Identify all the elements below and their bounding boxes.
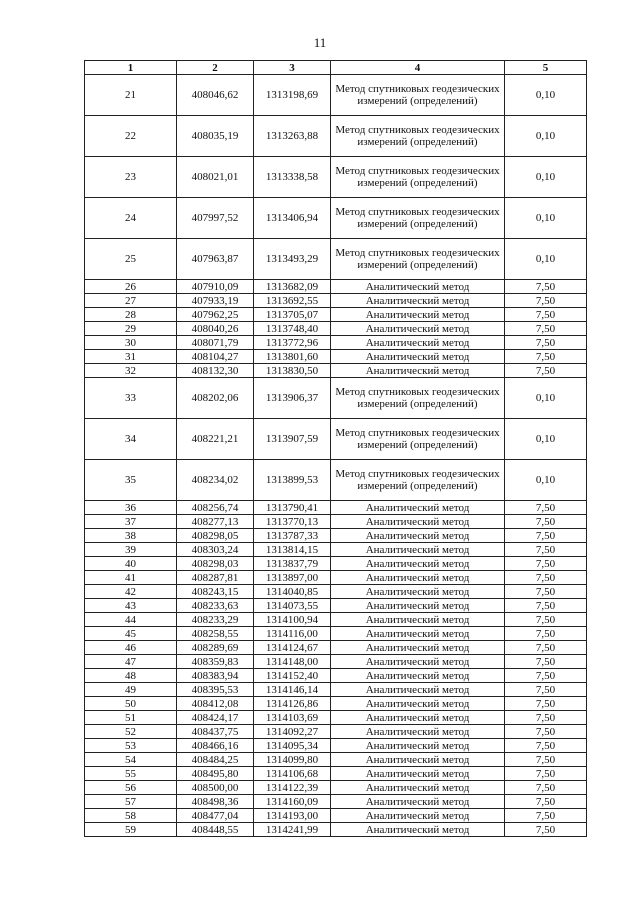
point-number-cell: 42 [85, 585, 177, 599]
accuracy-cell: 7,50 [505, 795, 587, 809]
table-row [85, 655, 587, 669]
table-row [85, 198, 587, 239]
accuracy-cell: 0,10 [505, 75, 587, 116]
y-coordinate-cell: 1313897,00 [254, 571, 331, 585]
point-number-cell: 22 [85, 116, 177, 157]
column-header: 5 [505, 61, 587, 75]
y-coordinate-cell: 1314146,14 [254, 683, 331, 697]
y-coordinate-cell: 1314124,67 [254, 641, 331, 655]
point-number-cell: 53 [85, 739, 177, 753]
column-header: 4 [331, 61, 505, 75]
point-number-cell: 39 [85, 543, 177, 557]
x-coordinate-cell: 408040,26 [177, 322, 254, 336]
point-number-cell: 32 [85, 364, 177, 378]
accuracy-cell: 7,50 [505, 571, 587, 585]
method-cell: Аналитический метод [331, 501, 505, 515]
accuracy-cell: 7,50 [505, 501, 587, 515]
y-coordinate-cell: 1313692,55 [254, 294, 331, 308]
point-number-cell: 49 [85, 683, 177, 697]
accuracy-cell: 7,50 [505, 711, 587, 725]
method-cell: Аналитический метод [331, 350, 505, 364]
y-coordinate-cell: 1314152,40 [254, 669, 331, 683]
x-coordinate-cell: 408437,75 [177, 725, 254, 739]
point-number-cell: 25 [85, 239, 177, 280]
point-number-cell: 37 [85, 515, 177, 529]
method-cell: Аналитический метод [331, 683, 505, 697]
table-header-row [85, 61, 587, 75]
table-row [85, 157, 587, 198]
method-cell: Метод спутниковых геодезических измерений (определений) [331, 198, 505, 239]
point-number-cell: 40 [85, 557, 177, 571]
x-coordinate-cell: 408071,79 [177, 336, 254, 350]
accuracy-cell: 0,10 [505, 460, 587, 501]
method-cell: Аналитический метод [331, 781, 505, 795]
table-row [85, 378, 587, 419]
method-cell: Аналитический метод [331, 543, 505, 557]
accuracy-cell: 7,50 [505, 294, 587, 308]
table-row [85, 823, 587, 837]
x-coordinate-cell: 408221,21 [177, 419, 254, 460]
accuracy-cell: 0,10 [505, 239, 587, 280]
y-coordinate-cell: 1313814,15 [254, 543, 331, 557]
table-row [85, 419, 587, 460]
table-body [85, 75, 587, 837]
accuracy-cell: 7,50 [505, 529, 587, 543]
method-cell: Аналитический метод [331, 725, 505, 739]
method-cell: Аналитический метод [331, 823, 505, 837]
table-row [85, 501, 587, 515]
point-number-cell: 21 [85, 75, 177, 116]
accuracy-cell: 7,50 [505, 336, 587, 350]
method-cell: Аналитический метод [331, 641, 505, 655]
accuracy-cell: 7,50 [505, 697, 587, 711]
accuracy-cell: 7,50 [505, 781, 587, 795]
method-cell: Аналитический метод [331, 627, 505, 641]
method-cell: Аналитический метод [331, 711, 505, 725]
y-coordinate-cell: 1313830,50 [254, 364, 331, 378]
point-number-cell: 48 [85, 669, 177, 683]
point-number-cell: 51 [85, 711, 177, 725]
point-number-cell: 31 [85, 350, 177, 364]
y-coordinate-cell: 1314106,68 [254, 767, 331, 781]
accuracy-cell: 7,50 [505, 641, 587, 655]
table-row [85, 350, 587, 364]
x-coordinate-cell: 408202,06 [177, 378, 254, 419]
x-coordinate-cell: 408303,24 [177, 543, 254, 557]
accuracy-cell: 7,50 [505, 669, 587, 683]
point-number-cell: 24 [85, 198, 177, 239]
table-row [85, 460, 587, 501]
table-row [85, 697, 587, 711]
accuracy-cell: 7,50 [505, 280, 587, 294]
table-row [85, 336, 587, 350]
y-coordinate-cell: 1314241,99 [254, 823, 331, 837]
method-cell: Аналитический метод [331, 585, 505, 599]
y-coordinate-cell: 1314160,09 [254, 795, 331, 809]
x-coordinate-cell: 408500,00 [177, 781, 254, 795]
accuracy-cell: 0,10 [505, 378, 587, 419]
x-coordinate-cell: 408132,30 [177, 364, 254, 378]
y-coordinate-cell: 1314099,80 [254, 753, 331, 767]
table-row [85, 613, 587, 627]
column-header: 2 [177, 61, 254, 75]
table-row [85, 641, 587, 655]
point-number-cell: 45 [85, 627, 177, 641]
x-coordinate-cell: 408256,74 [177, 501, 254, 515]
x-coordinate-cell: 408021,01 [177, 157, 254, 198]
method-cell: Метод спутниковых геодезических измерений (определений) [331, 75, 505, 116]
y-coordinate-cell: 1314092,27 [254, 725, 331, 739]
point-number-cell: 55 [85, 767, 177, 781]
x-coordinate-cell: 408243,15 [177, 585, 254, 599]
method-cell: Аналитический метод [331, 613, 505, 627]
method-cell: Аналитический метод [331, 308, 505, 322]
accuracy-cell: 7,50 [505, 767, 587, 781]
method-cell: Аналитический метод [331, 515, 505, 529]
table-row [85, 809, 587, 823]
y-coordinate-cell: 1313198,69 [254, 75, 331, 116]
x-coordinate-cell: 408104,27 [177, 350, 254, 364]
method-cell: Аналитический метод [331, 336, 505, 350]
table-row [85, 781, 587, 795]
point-number-cell: 58 [85, 809, 177, 823]
x-coordinate-cell: 408498,36 [177, 795, 254, 809]
accuracy-cell: 7,50 [505, 725, 587, 739]
accuracy-cell: 7,50 [505, 585, 587, 599]
x-coordinate-cell: 408424,17 [177, 711, 254, 725]
x-coordinate-cell: 408495,80 [177, 767, 254, 781]
table-row [85, 571, 587, 585]
table-row [85, 767, 587, 781]
accuracy-cell: 7,50 [505, 543, 587, 557]
method-cell: Аналитический метод [331, 697, 505, 711]
method-cell: Аналитический метод [331, 739, 505, 753]
y-coordinate-cell: 1313801,60 [254, 350, 331, 364]
x-coordinate-cell: 407910,09 [177, 280, 254, 294]
x-coordinate-cell: 408233,63 [177, 599, 254, 613]
point-number-cell: 47 [85, 655, 177, 669]
table-row [85, 599, 587, 613]
y-coordinate-cell: 1313406,94 [254, 198, 331, 239]
x-coordinate-cell: 408298,05 [177, 529, 254, 543]
accuracy-cell: 7,50 [505, 364, 587, 378]
accuracy-cell: 7,50 [505, 739, 587, 753]
accuracy-cell: 7,50 [505, 655, 587, 669]
point-number-cell: 23 [85, 157, 177, 198]
accuracy-cell: 7,50 [505, 557, 587, 571]
accuracy-cell: 7,50 [505, 350, 587, 364]
point-number-cell: 36 [85, 501, 177, 515]
y-coordinate-cell: 1313906,37 [254, 378, 331, 419]
point-number-cell: 38 [85, 529, 177, 543]
point-number-cell: 44 [85, 613, 177, 627]
accuracy-cell: 7,50 [505, 515, 587, 529]
point-number-cell: 56 [85, 781, 177, 795]
method-cell: Аналитический метод [331, 795, 505, 809]
table-row [85, 116, 587, 157]
x-coordinate-cell: 408234,02 [177, 460, 254, 501]
x-coordinate-cell: 407962,25 [177, 308, 254, 322]
method-cell: Аналитический метод [331, 280, 505, 294]
point-number-cell: 35 [85, 460, 177, 501]
table-row [85, 795, 587, 809]
table-row [85, 683, 587, 697]
accuracy-cell: 7,50 [505, 683, 587, 697]
y-coordinate-cell: 1313770,13 [254, 515, 331, 529]
y-coordinate-cell: 1313899,53 [254, 460, 331, 501]
x-coordinate-cell: 408359,83 [177, 655, 254, 669]
accuracy-cell: 0,10 [505, 198, 587, 239]
method-cell: Метод спутниковых геодезических измерений (определений) [331, 460, 505, 501]
y-coordinate-cell: 1313907,59 [254, 419, 331, 460]
x-coordinate-cell: 407963,87 [177, 239, 254, 280]
y-coordinate-cell: 1314095,34 [254, 739, 331, 753]
y-coordinate-cell: 1313790,41 [254, 501, 331, 515]
point-number-cell: 28 [85, 308, 177, 322]
page-number: 11 [313, 35, 327, 50]
accuracy-cell: 7,50 [505, 809, 587, 823]
y-coordinate-cell: 1314122,39 [254, 781, 331, 795]
method-cell: Метод спутниковых геодезических измерений (определений) [331, 419, 505, 460]
point-number-cell: 46 [85, 641, 177, 655]
y-coordinate-cell: 1313748,40 [254, 322, 331, 336]
x-coordinate-cell: 408287,81 [177, 571, 254, 585]
accuracy-cell: 7,50 [505, 627, 587, 641]
y-coordinate-cell: 1314073,55 [254, 599, 331, 613]
point-number-cell: 54 [85, 753, 177, 767]
point-number-cell: 34 [85, 419, 177, 460]
accuracy-cell: 7,50 [505, 823, 587, 837]
method-cell: Метод спутниковых геодезических измерений (определений) [331, 239, 505, 280]
table-row [85, 627, 587, 641]
y-coordinate-cell: 1313682,09 [254, 280, 331, 294]
accuracy-cell: 0,10 [505, 116, 587, 157]
x-coordinate-cell: 408258,55 [177, 627, 254, 641]
y-coordinate-cell: 1314103,69 [254, 711, 331, 725]
x-coordinate-cell: 408046,62 [177, 75, 254, 116]
y-coordinate-cell: 1313787,33 [254, 529, 331, 543]
accuracy-cell: 7,50 [505, 753, 587, 767]
method-cell: Аналитический метод [331, 571, 505, 585]
table-row [85, 543, 587, 557]
method-cell: Аналитический метод [331, 557, 505, 571]
table-row [85, 669, 587, 683]
method-cell: Метод спутниковых геодезических измерений (определений) [331, 157, 505, 198]
x-coordinate-cell: 408466,16 [177, 739, 254, 753]
x-coordinate-cell: 407933,19 [177, 294, 254, 308]
point-number-cell: 41 [85, 571, 177, 585]
column-header: 1 [85, 61, 177, 75]
point-number-cell: 26 [85, 280, 177, 294]
table-row [85, 529, 587, 543]
method-cell: Аналитический метод [331, 599, 505, 613]
method-cell: Аналитический метод [331, 767, 505, 781]
x-coordinate-cell: 408484,25 [177, 753, 254, 767]
y-coordinate-cell: 1314193,00 [254, 809, 331, 823]
table-row [85, 753, 587, 767]
table-row [85, 364, 587, 378]
table-row [85, 557, 587, 571]
method-cell: Аналитический метод [331, 529, 505, 543]
method-cell: Аналитический метод [331, 753, 505, 767]
method-cell: Аналитический метод [331, 322, 505, 336]
method-cell: Аналитический метод [331, 669, 505, 683]
y-coordinate-cell: 1313837,79 [254, 557, 331, 571]
method-cell: Аналитический метод [331, 294, 505, 308]
method-cell: Аналитический метод [331, 364, 505, 378]
y-coordinate-cell: 1314100,94 [254, 613, 331, 627]
x-coordinate-cell: 408298,03 [177, 557, 254, 571]
x-coordinate-cell: 408395,53 [177, 683, 254, 697]
accuracy-cell: 7,50 [505, 599, 587, 613]
accuracy-cell: 7,50 [505, 613, 587, 627]
point-number-cell: 50 [85, 697, 177, 711]
table-row [85, 308, 587, 322]
y-coordinate-cell: 1314126,86 [254, 697, 331, 711]
x-coordinate-cell: 408412,08 [177, 697, 254, 711]
method-cell: Метод спутниковых геодезических измерений (определений) [331, 116, 505, 157]
table-row [85, 75, 587, 116]
point-number-cell: 52 [85, 725, 177, 739]
point-number-cell: 29 [85, 322, 177, 336]
y-coordinate-cell: 1314116,00 [254, 627, 331, 641]
point-number-cell: 57 [85, 795, 177, 809]
table-row [85, 711, 587, 725]
y-coordinate-cell: 1313338,58 [254, 157, 331, 198]
table-row [85, 239, 587, 280]
x-coordinate-cell: 408477,04 [177, 809, 254, 823]
y-coordinate-cell: 1313705,07 [254, 308, 331, 322]
accuracy-cell: 0,10 [505, 157, 587, 198]
y-coordinate-cell: 1313772,96 [254, 336, 331, 350]
x-coordinate-cell: 408035,19 [177, 116, 254, 157]
table-row [85, 585, 587, 599]
x-coordinate-cell: 408277,13 [177, 515, 254, 529]
table-row [85, 739, 587, 753]
table-row [85, 280, 587, 294]
table-row [85, 515, 587, 529]
point-number-cell: 59 [85, 823, 177, 837]
accuracy-cell: 7,50 [505, 308, 587, 322]
x-coordinate-cell: 408448,55 [177, 823, 254, 837]
table-row [85, 725, 587, 739]
column-header: 3 [254, 61, 331, 75]
x-coordinate-cell: 408233,29 [177, 613, 254, 627]
y-coordinate-cell: 1313263,88 [254, 116, 331, 157]
x-coordinate-cell: 407997,52 [177, 198, 254, 239]
method-cell: Метод спутниковых геодезических измерений (определений) [331, 378, 505, 419]
table-row [85, 294, 587, 308]
accuracy-cell: 7,50 [505, 322, 587, 336]
y-coordinate-cell: 1314040,85 [254, 585, 331, 599]
x-coordinate-cell: 408289,69 [177, 641, 254, 655]
coordinates-table [84, 60, 587, 837]
x-coordinate-cell: 408383,94 [177, 669, 254, 683]
method-cell: Аналитический метод [331, 655, 505, 669]
y-coordinate-cell: 1314148,00 [254, 655, 331, 669]
point-number-cell: 43 [85, 599, 177, 613]
method-cell: Аналитический метод [331, 809, 505, 823]
table-row [85, 322, 587, 336]
point-number-cell: 33 [85, 378, 177, 419]
point-number-cell: 27 [85, 294, 177, 308]
accuracy-cell: 0,10 [505, 419, 587, 460]
point-number-cell: 30 [85, 336, 177, 350]
y-coordinate-cell: 1313493,29 [254, 239, 331, 280]
